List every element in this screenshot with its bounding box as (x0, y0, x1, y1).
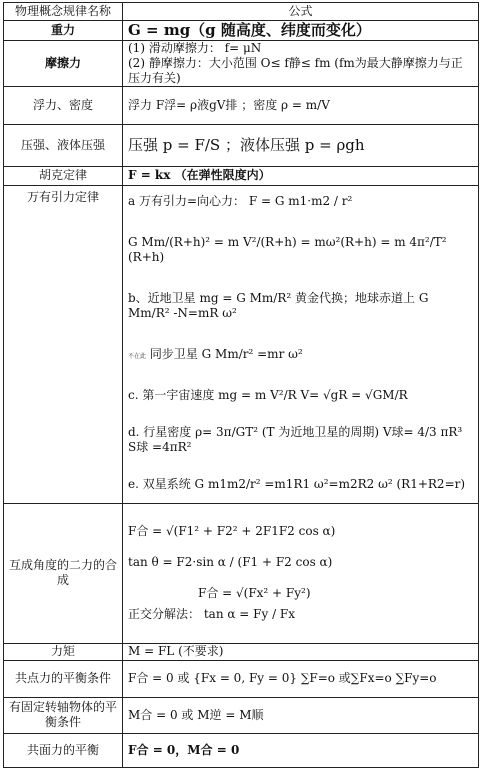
row-name: 浮力、密度 (4, 86, 123, 124)
row-pressure (4, 124, 479, 166)
row-concurrent-equilibrium (4, 660, 479, 697)
formula-line: e. 双星系统 G m1m2/r² =m1R1 ω²=m2R2 ω² (R1+R2=r) (128, 476, 466, 491)
row-gravitation (4, 185, 479, 503)
formula-line: d. 行星密度 ρ= 3π/GT² (T 为近地卫星的周期) V球= 4/3 πR³ S球 =4πR² (128, 424, 463, 454)
table-header-row (4, 3, 479, 21)
row-name: 万有引力定律 (4, 185, 123, 503)
formula-line: 正交分解法： (128, 607, 201, 622)
formula-line: b、近地卫星 mg = G Mm/R² 黄金代换；地球赤道上 G Mm/R² -N=mR ω² (128, 290, 429, 320)
note-text: 不在此 (128, 352, 147, 360)
row-formula (123, 40, 479, 86)
row-formula (123, 503, 479, 643)
row-coplanar-equilibrium (4, 733, 479, 767)
row-formula: F合 = 0，M合 = 0 (123, 733, 479, 767)
row-formula (123, 185, 479, 503)
formula-line: c. 第一宇宙速度 mg = m V²/R V= √gR = √GM/R (128, 387, 408, 402)
row-formula: 压强 p = F/S ；液体压强 p = ρgh (123, 124, 479, 166)
row-name: 重力 (4, 21, 123, 41)
row-name: 胡克定律 (4, 166, 123, 185)
row-force-composition (4, 503, 479, 643)
row-formula: M合 = 0 或 M逆 = M顺 (123, 697, 479, 733)
row-formula: G = mg（g 随高度、纬度而变化） (123, 21, 479, 41)
row-name: 共点力的平衡条件 (4, 660, 123, 697)
row-name: 互成角度的二力的合成 (4, 503, 123, 643)
formula-line: F合 = √(F1² + F2² + 2F1F2 cos α) (128, 524, 336, 539)
header-formula: 公式 (123, 3, 479, 21)
formula-line: tan θ = F2·sin α / (F1 + F2 cos α) (128, 555, 333, 570)
formula-line: (1) 滑动摩擦力： f= μN (128, 40, 262, 55)
physics-formula-table (3, 2, 479, 768)
row-gravity (4, 21, 479, 41)
row-formula: M = FL (不要求) (123, 643, 479, 660)
row-formula: F = kx （在弹性限度内） (123, 166, 479, 185)
formula-line: F合 = √(Fx² + Fy²) (198, 586, 311, 601)
formula-line: a 万有引力=向心力： F = G m1·m2 / r² (128, 193, 353, 208)
row-name: 摩擦力 (4, 40, 123, 86)
row-name: 有固定转轴物体的平衡条件 (4, 697, 123, 733)
row-torque (4, 643, 479, 660)
row-formula: F合 = 0 或 {Fx = 0, Fy = 0} ∑F=o 或∑Fx=o ∑Fy=o (123, 660, 479, 697)
formula-line: tan α = Fy / Fx (203, 607, 296, 622)
row-hooke (4, 166, 479, 185)
row-name: 力矩 (4, 643, 123, 660)
row-axis-equilibrium (4, 697, 479, 733)
row-buoyancy (4, 86, 479, 124)
row-name: 压强、液体压强 (4, 124, 123, 166)
header-name: 物理概念规律名称 (4, 3, 123, 21)
formula-line: (2) 静摩擦力：大小范围 O≤ f静≤ fm (fm为最大静摩擦力与正压力有关) (128, 55, 463, 85)
row-name: 共面力的平衡 (4, 733, 123, 767)
row-formula: 浮力 F浮= ρ液gV排 ；密度 ρ = m/V (123, 86, 479, 124)
formula-line: 同步卫星 G Mm/r² =mr ω² (149, 346, 303, 361)
formula-line: G Mm/(R+h)² = m V²/(R+h) = mω²(R+h) = m 4π²/T² (R+h) (128, 234, 447, 264)
row-friction (4, 40, 479, 86)
